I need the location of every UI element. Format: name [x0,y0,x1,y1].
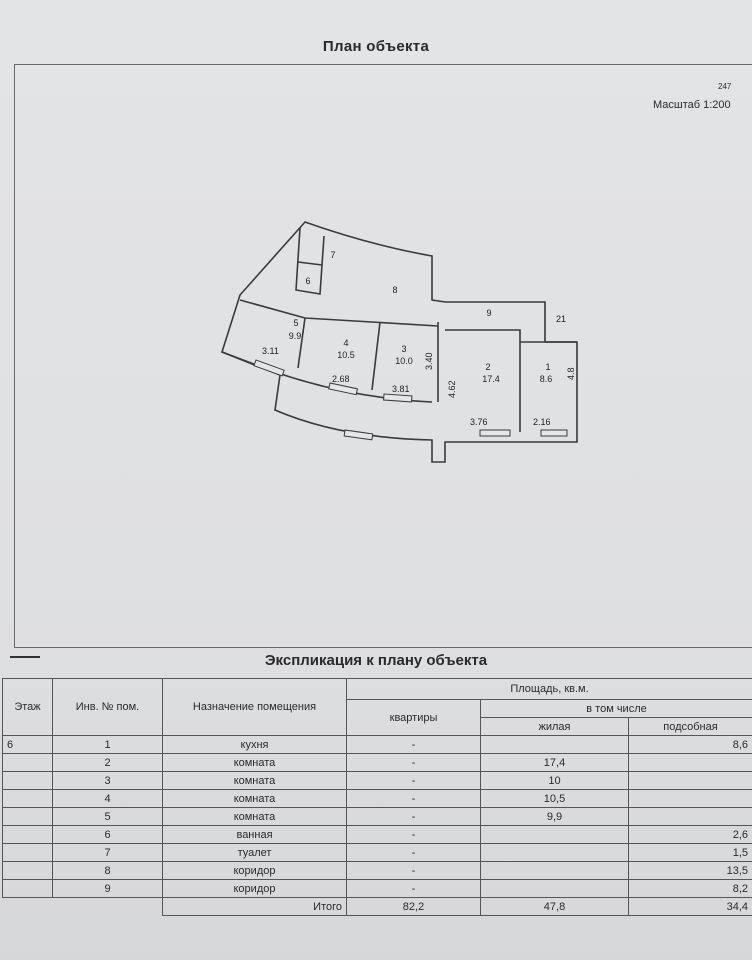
table-row [3,826,752,844]
cell-inv-no: 9 [53,880,163,898]
dimension-label: 3.40 [424,352,434,370]
cell-living: 17,4 [481,754,629,772]
cell-purpose: кухня [163,736,347,754]
bathroom-wall [298,262,322,265]
cell-inv-no: 2 [53,754,163,772]
scale-label: Масштаб 1:200 [653,99,731,111]
table-row [3,844,752,862]
cell-floor [3,880,53,898]
col-apartments: квартиры [347,700,481,736]
table-row [3,790,752,808]
cell-inv-no: 5 [53,808,163,826]
room-area: 9.9 [288,331,302,341]
cell-auxiliary: 8,6 [629,736,752,754]
cell-floor [3,790,53,808]
col-inv-no: Инв. № пом. [53,679,163,736]
cell-purpose: ванная [163,826,347,844]
room-label: 2 [485,362,491,372]
partition-line [372,322,380,390]
col-including: в том числе [481,700,752,718]
dimension-label: 4.62 [447,380,457,398]
room-label: 21 [555,314,567,324]
col-area-group: Площадь, кв.м. [347,679,752,700]
table-row [3,754,752,772]
room-area: 8.6 [539,374,553,384]
cell-apartments: - [347,754,481,772]
cell-purpose: коридор [163,880,347,898]
total-row [3,898,752,916]
cell-floor [3,754,53,772]
col-auxiliary: подсобная [629,718,752,736]
dimension-label: 2.16 [533,417,551,427]
cell-floor [3,772,53,790]
room-label: 4 [343,338,349,348]
cell-purpose: туалет [163,844,347,862]
explication-table [2,678,752,916]
cell-auxiliary [629,790,752,808]
cell-inv-no: 3 [53,772,163,790]
table-row [3,772,752,790]
cell-purpose: комната [163,754,347,772]
room-area: 10.5 [337,350,355,360]
plan-title: План объекта [322,38,430,55]
cell-living: 9,9 [481,808,629,826]
col-purpose: Назначение помещения [163,679,347,736]
cell-apartments: - [347,736,481,754]
cell-auxiliary [629,808,752,826]
room-label: 3 [401,344,407,354]
dimension-label: 3.11 [262,346,279,356]
cell-apartments: - [347,862,481,880]
table-row [3,862,752,880]
cell-floor: 6 [3,736,53,754]
cell-floor [3,862,53,880]
cell-living [481,736,629,754]
cell-inv-no: 4 [53,790,163,808]
cell-apartments: - [347,808,481,826]
cell-purpose: комната [163,790,347,808]
cell-apartments: - [347,880,481,898]
room-label: 9 [486,308,492,318]
cell-floor [3,844,53,862]
cell-apartments: - [347,772,481,790]
cell-apartments: - [347,844,481,862]
dimension-label: 2.68 [332,374,350,384]
cell-auxiliary: 8,2 [629,880,752,898]
table-row [3,880,752,898]
cell-inv-no: 8 [53,862,163,880]
cell-auxiliary: 13,5 [629,862,752,880]
table-row [3,808,752,826]
room-label: 7 [330,250,336,260]
total-auxiliary: 34,4 [629,898,752,916]
cell-living [481,826,629,844]
cell-inv-no: 1 [53,736,163,754]
room-label: 5 [293,318,299,328]
room-label: 1 [545,362,551,372]
cell-floor [3,808,53,826]
explication-title: Экспликация к плану объекта [264,652,488,669]
dimension-label: 3.81 [392,384,410,394]
col-floor: Этаж [3,679,53,736]
room-label: 8 [392,285,398,295]
cell-living [481,844,629,862]
cell-purpose: коридор [163,862,347,880]
cell-living [481,880,629,898]
cell-inv-no: 7 [53,844,163,862]
partition-line [240,300,438,326]
room-area: 17.4 [482,374,500,384]
dimension-label: 3.76 [470,417,488,427]
cell-purpose: комната [163,772,347,790]
col-living: жилая [481,718,629,736]
total-label: Итого [163,898,347,916]
cell-apartments: - [347,826,481,844]
total-apartments: 82,2 [347,898,481,916]
cell-apartments: - [347,790,481,808]
table-row [3,736,752,754]
page-number: 247 [718,82,732,91]
cell-auxiliary: 2,6 [629,826,752,844]
cell-living: 10 [481,772,629,790]
cell-living: 10,5 [481,790,629,808]
cell-auxiliary [629,772,752,790]
partition-line [298,318,305,368]
room-label: 6 [305,276,311,286]
cell-purpose: комната [163,808,347,826]
room-area: 10.0 [395,356,413,366]
cell-inv-no: 6 [53,826,163,844]
cell-auxiliary: 1,5 [629,844,752,862]
total-living: 47,8 [481,898,629,916]
cell-floor [3,826,53,844]
cell-living [481,862,629,880]
cell-auxiliary [629,754,752,772]
dimension-label: 4.8 [566,367,576,380]
